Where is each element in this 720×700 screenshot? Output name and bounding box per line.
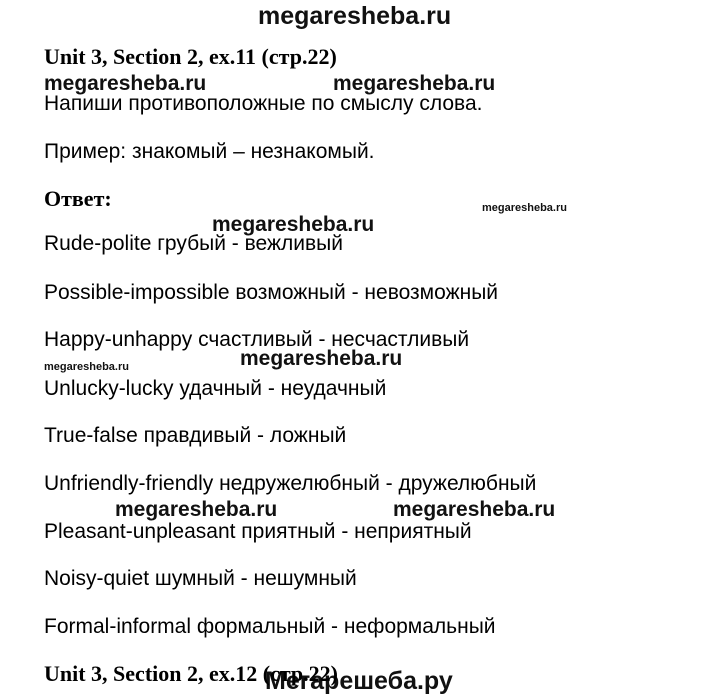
- answer-item: Pleasant-unpleasant приятный - неприятный: [44, 520, 472, 543]
- answer-item: Unlucky-lucky удачный - неудачный: [44, 377, 387, 400]
- answer-item: Formal-informal формальный - неформальный: [44, 615, 496, 638]
- next-exercise-title-text: Unit 3, Section 2, ex.12 (стр.22): [44, 661, 338, 686]
- watermark-small: megaresheba.ru: [44, 361, 129, 373]
- answer-item: True-false правдивый - ложный: [44, 424, 347, 447]
- answer-item: Rude-polite грубый - вежливый: [44, 232, 343, 255]
- watermark: megaresheba.ru: [44, 72, 207, 95]
- exercise-title: Unit 3, Section 2, ex.11 (стр.22): [44, 44, 337, 69]
- answer-item: Noisy-quiet шумный - нешумный: [44, 567, 357, 590]
- next-exercise-title-cut: [44, 660, 338, 686]
- watermark-small: megaresheba.ru: [482, 202, 567, 214]
- answer-label: Ответ:: [44, 186, 112, 211]
- watermark: megaresheba.ru: [393, 498, 556, 521]
- watermark-top: megaresheba.ru: [258, 2, 452, 30]
- answer-item: Unfriendly-friendly недружелюбный - дружелюбный: [44, 472, 537, 495]
- watermark: megaresheba.ru: [333, 72, 496, 95]
- watermark: megaresheba.ru: [240, 347, 403, 370]
- example-text: Пример: знакомый – незнакомый.: [44, 140, 375, 163]
- watermark: megaresheba.ru: [115, 498, 278, 521]
- instruction-text: Напиши противоположные по смыслу слова.: [44, 92, 483, 115]
- watermark-bottom: Мегарешеба.ру: [265, 667, 453, 695]
- answer-item: Possible-impossible возможный - невозможный: [44, 281, 499, 304]
- answer-item: Happy-unhappy счастливый - несчастливый: [44, 328, 470, 351]
- watermark: megaresheba.ru: [212, 213, 375, 236]
